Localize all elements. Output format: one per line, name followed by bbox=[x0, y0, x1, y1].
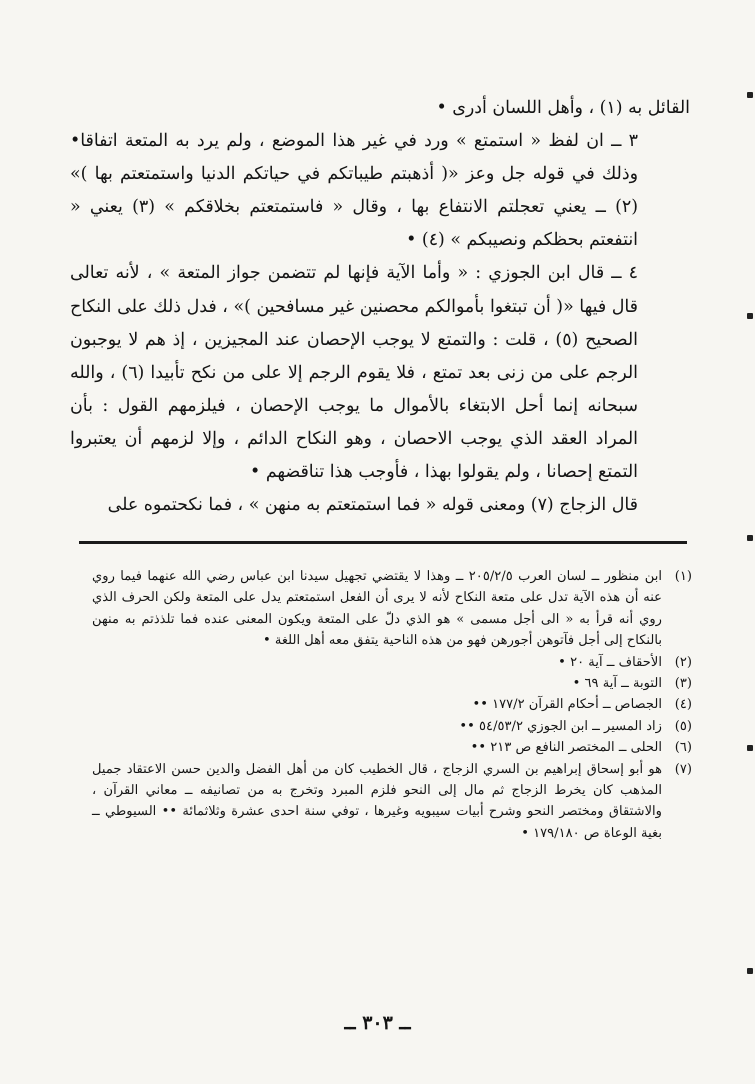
footnote-text: الجصاص ــ أحكام القرآن ١٧٧/٢ •• bbox=[472, 697, 662, 713]
footnote bbox=[92, 566, 692, 652]
footnote bbox=[92, 716, 692, 737]
footnote-separator bbox=[79, 541, 687, 544]
paragraph: ٤ ــ قال ابن الجوزي : « وأما الآية فإنها لم تتضمن جواز المتعة » ، لأنه تعالى قال فيها «( أن تبتغوا بأموالكم محصنين غير مسافحين )» ، فدل ذلك على النكاح الصحيح (٥) ، قلت : والتمتع لا يوجب الإحصان عند المجيزين ، إذ هم لا يوجبون الرجم على من زنى بعد تمتع ، فلا يقوم الرجم إلا على من نكح تأبيدا (٦) ، والله سبحانه إنما أحل الابتغاء بالأموال ما يوجب الإحصان ، فيلزمهم القول : بأن المراد العقد الذي يوجب الاحصان ، وهو النكاح الدائم ، وإلا لزمهم أن يعتبروا التمتع إحصانا ، ولم يقولوا بهذا ، فأوجب هذا تناقضهم • bbox=[70, 263, 638, 483]
footnote-text: الحلى ــ المختصر النافع ص ٢١٣ •• bbox=[470, 740, 662, 756]
scan-mark bbox=[747, 92, 753, 98]
footnote bbox=[92, 759, 692, 845]
scan-mark bbox=[747, 313, 753, 319]
paragraph: القائل به (١) ، وأهل اللسان أدرى • bbox=[436, 98, 690, 118]
footnote-number: (٢) bbox=[674, 654, 692, 670]
footnote-number: (٧) bbox=[674, 761, 692, 777]
scan-mark bbox=[747, 535, 753, 541]
footnote bbox=[92, 652, 692, 673]
paragraph: قال الزجاج (٧) ومعنى قوله « فما استمتعتم به منهن » ، فما نكحتموه على bbox=[107, 495, 638, 516]
page-number: ــ ٣٠٣ ــ bbox=[344, 1012, 411, 1034]
footnote-number: (١) bbox=[674, 569, 692, 584]
footnote-text: هو أبو إسحاق إبراهيم بن السري الزجاج ، قال الخطيب كان من أهل الفضل والدين حسن الاعتقاد جميل المذهب كان يخرط الزجاج ثم مال إلى النحو فلزم المبرد وتخرج به من تصانيفه ــ معاني القرآن ، والاشتقاق ومختصر النحو وشرح أبيات سيبويه وغيرها ، توفي سنة احدى عشرة وثلاثمائة •• السيوطي ــ بغية الوعاة ص ١٧٩/١٨٠ • bbox=[92, 761, 662, 841]
scan-mark bbox=[747, 968, 753, 974]
footnote-number: (٦) bbox=[674, 740, 692, 756]
main-text bbox=[70, 92, 690, 522]
footnote bbox=[92, 737, 692, 758]
footnote-text: ابن منظور ــ لسان العرب ٢٠٥/٢/٥ ــ وهذا لا يقتضي تجهيل سيدنا ابن عباس رضي الله عنهما فيما روي عنه أن هذه الآية تدل على متعة النكاح لأنه لا يرى أن الفعل استمتعتم يدل على المتعة ولكن الحرف الذي روي أنه قرأ به « الى أجل مسمى » هو الذي دلّ على المتعة ويكون المعنى عنده فما تلذذتم به منهن بالنكاح إلى أجل فآتوهن أجورهن فهو من هذه الناحية يتفق معه أهل اللغة • bbox=[92, 569, 663, 649]
footnote-number: (٤) bbox=[674, 697, 692, 713]
footnotes bbox=[92, 566, 692, 844]
footnote-number: (٥) bbox=[674, 718, 692, 734]
footnote-text: زاد المسير ــ ابن الجوزي ٥٤/٥٣/٢ •• bbox=[459, 718, 662, 734]
paragraph: ٣ ــ ان لفظ « استمتع » ورد في غير هذا الموضع ، ولم يرد به المتعة اتفاقا• وذلك في قوله جل وعز «( أذهبتم طيباتكم في حياتكم الدنيا واستمتعتم بها )» (٢) ــ يعني تعجلتم الانتفاع بها ، وقال « فاستمتعتم بخلاقكم » (٣) يعني « انتفعتم بحظكم ونصيبكم » (٤) • bbox=[70, 131, 638, 251]
footnote-text: التوبة ــ آية ٦٩ • bbox=[572, 676, 662, 692]
footnote bbox=[92, 694, 692, 715]
footnote bbox=[92, 673, 692, 694]
scan-mark bbox=[747, 745, 753, 751]
footnote-text: الأحقاف ــ آية ٢٠ • bbox=[558, 654, 662, 670]
footnote-number: (٣) bbox=[674, 676, 692, 692]
